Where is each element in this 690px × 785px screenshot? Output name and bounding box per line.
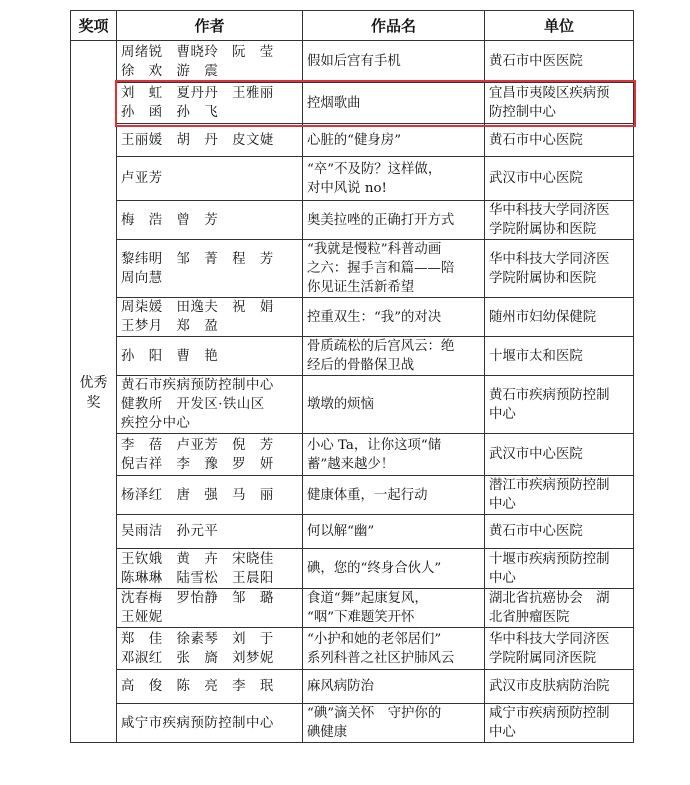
- author-line: 周向慧: [121, 270, 163, 286]
- work-line: 何以解“幽”: [307, 524, 375, 539]
- author-cell: [117, 298, 303, 337]
- unit-cell: [485, 476, 634, 515]
- author-line: 咸宁市疾病预防控制中心: [121, 715, 274, 731]
- author-line: 王娅妮: [121, 610, 163, 625]
- unit-cell: [485, 157, 634, 201]
- author-cell: [117, 124, 303, 157]
- unit-line: 黄石市中心医院: [489, 524, 583, 539]
- author-line: 孙 阳 曹 艳: [121, 348, 219, 364]
- unit-cell: [485, 549, 634, 589]
- table-row: [71, 41, 634, 83]
- author-line: 健教所 开发区·铁山区: [121, 397, 265, 412]
- work-line: 对中风说 no!: [307, 180, 387, 196]
- unit-line: 学院附属协和医院: [489, 270, 597, 286]
- award-table: [70, 10, 634, 743]
- work-line: 麻风病防治: [307, 679, 374, 694]
- author-cell: [117, 240, 303, 298]
- unit-line: 湖北省抗癌协会 湖: [489, 591, 610, 606]
- work-cell: [303, 337, 485, 376]
- work-cell: [303, 670, 485, 704]
- work-line: “咽”下难题笑开怀: [307, 610, 415, 625]
- work-line: 控重双生：“我”的对决: [307, 309, 442, 325]
- author-cell: [117, 476, 303, 515]
- author-line: 倪吉祥 李 豫 罗 妍: [121, 456, 274, 472]
- work-line: 假如后宫有手机: [307, 54, 401, 69]
- author-line: 陈琳琳 陆雪松 王晨阳: [121, 570, 274, 586]
- author-line: 徐 欢 游 震: [121, 63, 219, 79]
- work-line: 之六：握手言和篇——陪: [307, 261, 455, 276]
- unit-line: 中心: [489, 497, 516, 512]
- work-line: 骨质疏松的后宫风云：绝: [307, 339, 455, 354]
- work-cell: [303, 201, 485, 240]
- work-cell: [303, 240, 485, 298]
- unit-line: 武汉市皮肤病防治院: [489, 679, 610, 694]
- work-line: 经后的骨骼保卫战: [307, 358, 415, 373]
- author-cell: [117, 376, 303, 434]
- unit-line: 中心: [489, 570, 516, 586]
- author-line: 孙 函 孙 飞: [121, 105, 219, 120]
- table-row: [71, 376, 634, 434]
- award-list-sheet: [70, 10, 633, 743]
- author-line: 黄石市疾病预防控制中心: [121, 378, 274, 393]
- unit-line: 宜昌市夷陵区疾病预: [489, 86, 610, 101]
- author-line: 郑 佳 徐素琴 刘 于: [121, 631, 274, 647]
- unit-line: 防控制中心: [489, 105, 556, 120]
- author-cell: [117, 549, 303, 589]
- table-row: [71, 670, 634, 704]
- table-row: [71, 434, 634, 476]
- table-body: [71, 41, 634, 743]
- unit-cell: [485, 201, 634, 240]
- table-row: [71, 549, 634, 589]
- work-cell: [303, 515, 485, 549]
- author-line: 卢亚芳: [121, 171, 163, 186]
- unit-line: 十堰市疾病预防控制: [489, 551, 610, 567]
- author-cell: [117, 201, 303, 240]
- unit-line: 中心: [489, 406, 516, 422]
- work-line: 墩墩的烦恼: [307, 397, 374, 412]
- unit-line: 华中科技大学同济医: [489, 203, 610, 218]
- unit-line: 随州市妇幼保健院: [489, 309, 597, 325]
- work-line: “我就是慢粒”科普动画: [307, 242, 442, 257]
- author-line: 邓淑红 张 旖 刘梦妮: [121, 650, 274, 666]
- header-author: 作者: [117, 11, 303, 41]
- work-line: 你见证生活新希望: [307, 280, 415, 295]
- table-row: [71, 589, 634, 628]
- author-line: 周绪锐 曹晓玲 阮 莹: [121, 44, 274, 60]
- unit-cell: [485, 515, 634, 549]
- author-line: 杨泽红 唐 强 马 丽: [121, 487, 274, 503]
- unit-line: 十堰市太和医院: [489, 348, 583, 364]
- work-line: 碘健康: [307, 725, 348, 740]
- table-row: [71, 704, 634, 743]
- unit-line: 武汉市中心医院: [489, 447, 583, 462]
- work-line: 控烟歌曲: [307, 95, 361, 111]
- work-cell: [303, 298, 485, 337]
- work-cell: [303, 549, 485, 589]
- unit-line: 黄石市中心医院: [489, 132, 583, 148]
- work-line: 心脏的“健身房”: [307, 132, 402, 148]
- work-cell: [303, 628, 485, 670]
- unit-cell: [485, 83, 634, 124]
- table-row: [71, 628, 634, 670]
- author-cell: [117, 337, 303, 376]
- unit-cell: [485, 434, 634, 476]
- work-cell: [303, 124, 485, 157]
- author-line: 王梦月 郑 盈: [121, 319, 219, 334]
- unit-cell: [485, 124, 634, 157]
- table-row: [71, 124, 634, 157]
- work-cell: [303, 704, 485, 743]
- work-line: “碘”滴关怀 守护你的: [307, 706, 442, 721]
- unit-cell: [485, 298, 634, 337]
- author-line: 周柒媛 田逸夫 祝 娟: [121, 300, 274, 315]
- author-line: 梅 浩 曾 芳: [121, 212, 219, 228]
- author-line: 疾控分中心: [121, 416, 191, 431]
- work-line: 奥美拉唑的正确打开方式: [307, 212, 455, 228]
- author-line: 王钦娥 黄 卉 宋晓佳: [121, 551, 274, 567]
- work-cell: [303, 41, 485, 83]
- table-row: [71, 201, 634, 240]
- author-cell: [117, 41, 303, 83]
- work-line: 系列科普之社区护肺风云: [307, 650, 455, 666]
- author-cell: [117, 157, 303, 201]
- author-cell: [117, 589, 303, 628]
- table-row: [71, 476, 634, 515]
- header-unit: 单位: [485, 11, 634, 41]
- unit-cell: [485, 240, 634, 298]
- table-row: [71, 157, 634, 201]
- work-cell: [303, 589, 485, 628]
- table-row: [71, 240, 634, 298]
- table-row: [71, 337, 634, 376]
- table-header-row: [71, 11, 634, 41]
- author-cell: [117, 515, 303, 549]
- author-line: 刘 虹 夏丹丹 王雅丽: [121, 86, 274, 101]
- header-work: 作品名: [303, 11, 485, 41]
- author-line: 吴雨洁 孙元平: [121, 524, 219, 539]
- work-cell: [303, 434, 485, 476]
- unit-line: 学院附属协和医院: [489, 222, 597, 237]
- unit-line: 学院附属同济医院: [489, 650, 597, 666]
- unit-cell: [485, 376, 634, 434]
- work-cell: [303, 476, 485, 515]
- unit-line: 黄石市中医医院: [489, 54, 583, 69]
- work-cell: [303, 157, 485, 201]
- author-cell: [117, 434, 303, 476]
- unit-line: 北省肿瘤医院: [489, 610, 570, 625]
- unit-line: 华中科技大学同济医: [489, 251, 610, 267]
- author-cell: [117, 628, 303, 670]
- award-group-cell: 优秀奖: [71, 41, 117, 743]
- author-line: 李 蓓 卢亚芳 倪 芳: [121, 437, 274, 453]
- unit-cell: [485, 628, 634, 670]
- unit-line: 武汉市中心医院: [489, 171, 583, 186]
- work-cell: [303, 376, 485, 434]
- unit-line: 咸宁市疾病预防控制: [489, 706, 610, 721]
- work-line: 小心 Ta，让你这项“储: [307, 437, 442, 453]
- unit-cell: [485, 41, 634, 83]
- unit-line: 华中科技大学同济医: [489, 631, 610, 647]
- work-line: 蓄”越来越少！: [307, 456, 395, 472]
- author-line: 黎纬明 邹 菁 程 芳: [121, 251, 274, 267]
- author-cell: [117, 83, 303, 124]
- author-line: 沈春梅 罗怡静 邹 璐: [121, 591, 274, 606]
- work-line: “卒”不及防？这样做，: [307, 161, 442, 177]
- unit-line: 中心: [489, 725, 516, 740]
- header-award: 奖项: [71, 11, 117, 41]
- unit-cell: [485, 670, 634, 704]
- work-cell: [303, 83, 485, 124]
- unit-cell: [485, 589, 634, 628]
- work-line: 碘，您的“终身合伙人”: [307, 561, 442, 576]
- author-cell: [117, 704, 303, 743]
- table-row: [71, 83, 634, 124]
- unit-line: 潜江市疾病预防控制: [489, 478, 610, 493]
- author-cell: [117, 670, 303, 704]
- author-line: 王丽媛 胡 丹 皮文婕: [121, 132, 274, 148]
- work-line: “小护和她的老邻居们”: [307, 631, 442, 647]
- author-line: 高 俊 陈 亮 李 珉: [121, 679, 274, 694]
- unit-cell: [485, 704, 634, 743]
- work-line: 食道“舞”起康复风，: [307, 591, 428, 606]
- unit-line: 黄石市疾病预防控制: [489, 387, 610, 403]
- table-row: [71, 298, 634, 337]
- unit-cell: [485, 337, 634, 376]
- work-line: 健康体重，一起行动: [307, 487, 428, 503]
- table-row: [71, 515, 634, 549]
